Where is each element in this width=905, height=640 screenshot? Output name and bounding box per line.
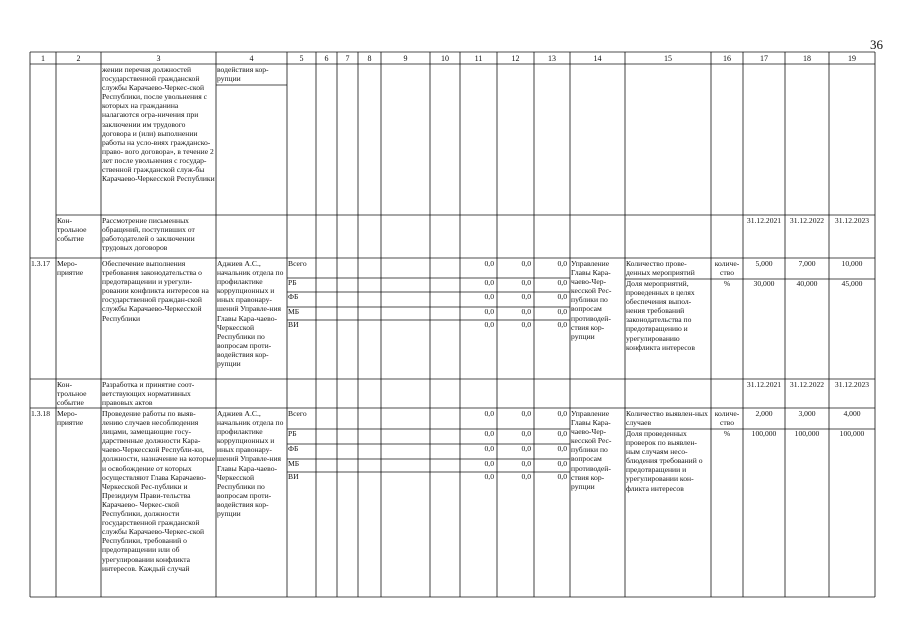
amount-2023: 0,0	[557, 409, 567, 418]
continued-description: жении перечня должностей государственной гражданской службы Карачаево-Черкес-ской Республики, после увольнения с которых на гражданина налагаются огра-ничения при заключении им трудового договора и (или) выполнении работы на усло-виях гражданско-право- вого договора», в течение 2 лет после увольнения с государ-ственной гражданской служ-бы Карачаево-Черкесской Республики	[102, 65, 215, 184]
event-description: Разработка и принятие соот-ветствующих нормативных правовых актов	[102, 380, 195, 408]
row-type: Кон-трольное событие	[57, 380, 87, 408]
organization: Управление Главы Кара-чаево-Чер-кесской Рес-публики по вопросам противодей-ствия кор-рупции	[571, 409, 612, 491]
col-header-8: 8	[367, 54, 372, 63]
col-header-13: 13	[548, 54, 556, 63]
row-type: Кон-трольное событие	[57, 216, 87, 244]
col-header-19: 19	[848, 54, 856, 63]
continued-executor: водействия кор-рупции	[217, 65, 269, 84]
event-description: Рассмотрение письменных обращений, поступивших от работодателей о заключении трудовых договоров	[102, 216, 195, 253]
indicator-value: 2,000	[755, 409, 773, 418]
indicator-value: 40,000	[796, 279, 818, 288]
col-header-10: 10	[441, 54, 449, 63]
funding-source: Всего	[288, 259, 307, 268]
funding-source: ВИ	[288, 320, 299, 329]
row-number: 1.3.18	[31, 409, 50, 418]
funding-source: МБ	[288, 459, 300, 468]
col-header-1: 1	[41, 54, 45, 63]
amount-2023: 0,0	[557, 320, 567, 329]
amount-2022: 0,0	[521, 429, 531, 438]
col-header-4: 4	[249, 54, 254, 63]
indicator-name: Доля проведенных проверок по выявлен-ным случаям несо-блюдения требований о предотвращении и урегулировании кон-фликта интересов	[626, 429, 703, 493]
indicator-name: Количество прове-денных мероприятий	[626, 259, 695, 278]
amount-2023: 0,0	[557, 292, 567, 301]
organization: Управление Главы Кара-чаево-Чер-кесской Рес-публики по вопросам противодей-ствия кор-рупции	[571, 259, 612, 341]
amount-2023: 0,0	[557, 307, 567, 316]
amount-2023: 0,0	[557, 472, 567, 481]
indicator-name: Количество выявлен-ных случаев	[626, 409, 708, 428]
amount-2021: 0,0	[484, 472, 494, 481]
activity-description: Обеспечение выполнения требования законодательства о предотвращении и урегули-ровании конфликта интересов на государственной граждан-ской службы Карачаево-Черкесской Республики	[102, 259, 209, 323]
amount-2022: 0,0	[521, 320, 531, 329]
funding-source: ВИ	[288, 472, 299, 481]
indicator-unit: %	[723, 429, 731, 438]
amount-2023: 0,0	[557, 259, 567, 268]
date-2023: 31.12.2023	[834, 380, 870, 389]
date-2021: 31.12.2021	[746, 216, 782, 225]
amount-2022: 0,0	[521, 444, 531, 453]
date-2023: 31.12.2023	[834, 216, 870, 225]
funding-source: МБ	[288, 307, 300, 316]
date-2022: 31.12.2022	[789, 216, 825, 225]
funding-source: Всего	[288, 409, 307, 418]
amount-2023: 0,0	[557, 444, 567, 453]
row-type: Меро-приятие	[57, 409, 84, 428]
amount-2021: 0,0	[484, 292, 494, 301]
indicator-unit: %	[723, 279, 731, 288]
funding-source: РБ	[288, 278, 297, 287]
indicator-value: 45,000	[841, 279, 863, 288]
funding-source: ФБ	[288, 444, 299, 453]
activity-description: Проведение работы по выяв-лению случаев несоблюдения лицами, замещающие госу-дарственные должности Кара-чаево-Черкесской Республи-ки, должности, назначение на которые и освобождение от которых осуществляют Глава Карачаево-Черкесской Рес-публики и Президиум Прави-тельства Карачаево- Черкес-ской Республики, должности государственной гражданской службы Карачаево-Черкес-ской Республики, требований о предотвращении или об урегулировании конфликта интересов. Каждый случай	[102, 409, 215, 573]
col-header-17: 17	[760, 54, 768, 63]
col-header-3: 3	[156, 54, 161, 63]
col-header-9: 9	[403, 54, 408, 63]
amount-2023: 0,0	[557, 459, 567, 468]
amount-2022: 0,0	[521, 259, 531, 268]
col-header-7: 7	[345, 54, 350, 63]
indicator-value: 100,000	[794, 429, 820, 438]
indicator-value: 30,000	[753, 279, 775, 288]
row-number: 1.3.17	[31, 259, 50, 268]
col-header-2: 2	[76, 54, 81, 63]
date-2022: 31.12.2022	[789, 380, 825, 389]
amount-2023: 0,0	[557, 278, 567, 287]
amount-2022: 0,0	[521, 307, 531, 316]
row-type: Меро-приятие	[57, 259, 84, 278]
indicator-value: 3,000	[798, 409, 816, 418]
indicator-value: 7,000	[798, 259, 816, 268]
amount-2021: 0,0	[484, 459, 494, 468]
col-header-12: 12	[511, 54, 520, 63]
indicator-value: 10,000	[841, 259, 863, 268]
amount-2022: 0,0	[521, 409, 531, 418]
amount-2021: 0,0	[484, 278, 494, 287]
indicator-name: Доля мероприятий, проведенных в целях обеспечения выпол-нения требований законодательства по предотвращению и урегулированию конфликта интересов	[626, 279, 695, 352]
responsible-executor: Аджиев А.С., начальник отдела по профилактике коррупционных и иных правонару-шений Управле-ния Главы Кара-чаево-Черкесской Республики по вопросам проти-водействия кор-рупции	[217, 409, 284, 519]
responsible-executor: Аджиев А.С., начальник отдела по профилактике коррупционных и иных правонару-шений Управле-ния Главы Кара-чаево-Черкесской Республики по вопросам проти-водействия кор-рупции	[217, 259, 284, 369]
indicator-value: 100,000	[839, 429, 865, 438]
indicator-value: 5,000	[755, 259, 773, 268]
amount-2021: 0,0	[484, 320, 494, 329]
indicator-unit: количе-ство	[714, 409, 740, 428]
col-header-6: 6	[324, 54, 329, 63]
amount-2022: 0,0	[521, 472, 531, 481]
page-number: 36	[870, 37, 883, 52]
amount-2022: 0,0	[521, 278, 531, 287]
col-header-18: 18	[803, 54, 811, 63]
amount-2023: 0,0	[557, 429, 567, 438]
col-header-5: 5	[299, 54, 304, 63]
col-header-11: 11	[474, 54, 483, 63]
funding-source: ФБ	[288, 292, 299, 301]
amount-2021: 0,0	[484, 259, 494, 268]
col-header-16: 16	[723, 54, 731, 63]
funding-source: РБ	[288, 429, 297, 438]
amount-2021: 0,0	[484, 409, 494, 418]
indicator-unit: количе-ство	[714, 259, 740, 278]
amount-2022: 0,0	[521, 459, 531, 468]
amount-2021: 0,0	[484, 444, 494, 453]
amount-2021: 0,0	[484, 307, 494, 316]
amount-2021: 0,0	[484, 429, 494, 438]
amount-2022: 0,0	[521, 292, 531, 301]
col-header-15: 15	[664, 54, 672, 63]
indicator-value: 100,000	[751, 429, 777, 438]
indicator-value: 4,000	[843, 409, 861, 418]
date-2021: 31.12.2021	[746, 380, 782, 389]
col-header-14: 14	[593, 54, 602, 63]
